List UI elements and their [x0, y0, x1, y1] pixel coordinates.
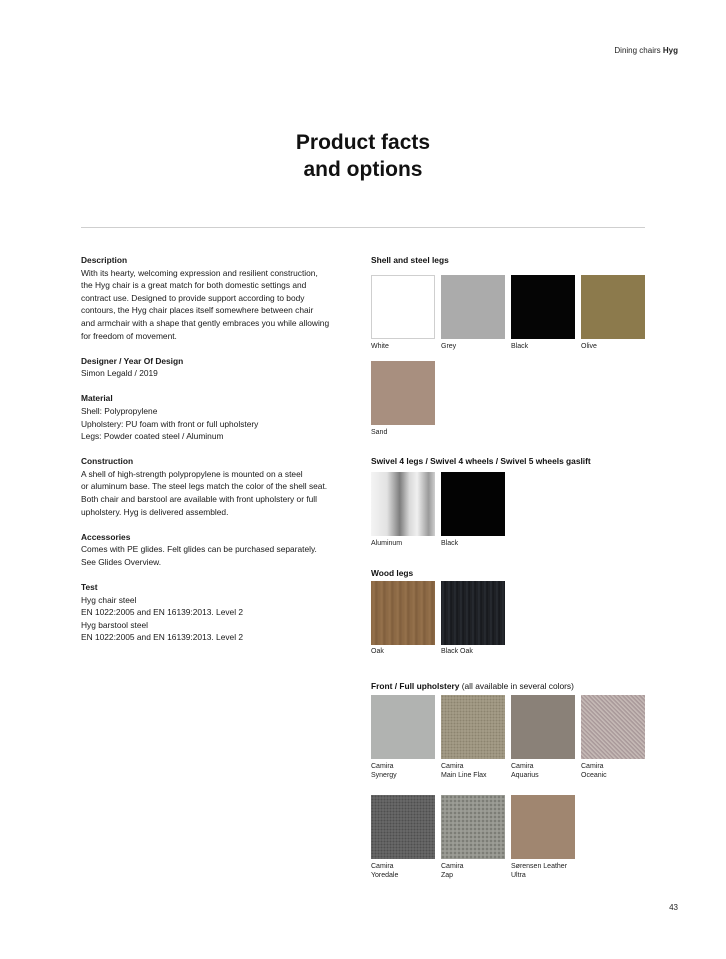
product-facts-column — [81, 254, 356, 656]
page-title — [0, 129, 726, 183]
swatch-oak[interactable] — [371, 581, 435, 645]
header-product: Hyg — [662, 46, 678, 55]
section-construction — [81, 455, 356, 518]
swatch-label: Oak — [371, 648, 384, 655]
swivel-heading: Swivel 4 legs / Swivel 4 wheels / Swivel 5 wheels gaslift — [371, 456, 591, 466]
upholstery-heading — [371, 681, 574, 691]
swatch-label: Black Oak — [441, 648, 473, 655]
swatch-black-oak[interactable] — [441, 581, 505, 645]
text-line: Both chair and barstool are available with front upholstery or full — [81, 494, 318, 504]
upholstery-note: (all available in several colors) — [461, 681, 574, 691]
swatch-label: Grey — [441, 343, 457, 350]
section-heading: Test — [81, 581, 98, 592]
header-section: Dining chairs — [614, 46, 661, 55]
swatch-grey[interactable] — [441, 275, 505, 339]
section-designer — [81, 355, 356, 380]
divider — [81, 227, 645, 228]
section-heading: Material — [81, 393, 113, 404]
section-heading: Accessories — [81, 531, 131, 542]
swatch-aquarius[interactable] — [511, 695, 575, 759]
swatch-label: Black — [441, 540, 459, 547]
swatch-label: Black — [511, 343, 529, 350]
swatch-sand[interactable] — [371, 361, 435, 425]
text-line: Simon Legald / 2019 — [81, 368, 158, 379]
swatch-zap[interactable] — [441, 795, 505, 859]
swatch-sorensen-leather-ultra[interactable] — [511, 795, 575, 859]
section-heading: Designer / Year Of Design — [81, 355, 184, 366]
swatch-label: White — [371, 343, 389, 350]
swatch-label: Camira Aquarius — [511, 763, 539, 779]
text-line: contract use. Designed to provide support according to body — [81, 292, 305, 303]
swatch-black-swivel[interactable] — [441, 472, 505, 536]
title-line-1: Product facts — [295, 131, 431, 154]
shell-heading: Shell and steel legs — [371, 255, 449, 265]
text-line: contours, the Hyg chair places itself somewhere between chair — [81, 305, 314, 316]
wood-heading: Wood legs — [371, 568, 414, 578]
swatch-main-line-flax[interactable] — [441, 695, 505, 759]
swatch-aluminum[interactable] — [371, 472, 435, 536]
text-line: Legs: Powder coated steel / Aluminum — [81, 431, 224, 442]
swatch-label: Sand — [371, 429, 388, 436]
text-line: EN 1022:2005 and EN 16139:2013. Level 2 — [81, 632, 244, 643]
swatch-black[interactable] — [511, 275, 575, 339]
section-heading: Description — [81, 255, 128, 265]
swatch-label: Camira Yoredale — [371, 863, 399, 879]
section-heading: Construction — [81, 456, 134, 467]
text-line: A shell of high-strength polypropylene is mounted on a steel — [81, 468, 303, 479]
title-line-2: and options — [303, 158, 423, 181]
section-description — [81, 254, 356, 342]
swatch-olive[interactable] — [581, 275, 645, 339]
swatch-label: Camira Synergy — [371, 763, 397, 779]
swatch-label: Aluminum — [371, 540, 403, 547]
swatch-yoredale[interactable] — [371, 795, 435, 859]
swatch-synergy[interactable] — [371, 695, 435, 759]
page-number: 43 — [669, 903, 678, 912]
swatch-label: Camira Oceanic — [581, 763, 607, 779]
swatch-label: Sørensen Leather Ultra — [511, 863, 568, 879]
text-line: the Hyg chair is a great match for both domestic settings and — [81, 280, 307, 291]
text-line: Upholstery: PU foam with front or full upholstery — [81, 418, 259, 429]
upholstery-title: Front / Full upholstery — [371, 681, 460, 691]
swatch-label: Camira Main Line Flax — [441, 763, 487, 779]
text-line: Hyg chair steel — [81, 594, 137, 605]
text-line: Hyg barstool steel — [81, 619, 149, 630]
text-line: or aluminum base. The steel legs match the color of the shell seat. — [81, 481, 328, 492]
section-test — [81, 581, 356, 644]
text-line: With its hearty, welcoming expression and resilient construction, — [81, 267, 318, 278]
running-header — [614, 46, 678, 55]
text-line: and armchair with a shape that gently embraces you while allowing — [81, 317, 330, 328]
swatch-oceanic[interactable] — [581, 695, 645, 759]
text-line: for freedom of movement. — [81, 330, 177, 341]
section-material — [81, 392, 356, 442]
section-accessories — [81, 531, 356, 569]
swatch-label: Camira Zap — [441, 863, 464, 879]
text-line: Comes with PE glides. Felt glides can be purchased separately. — [81, 544, 317, 555]
swatch-label: Olive — [581, 343, 597, 350]
text-line: See Glides Overview. — [81, 556, 162, 567]
text-line: Shell: Polypropylene — [81, 405, 158, 416]
text-line: EN 1022:2005 and EN 16139:2013. Level 2 — [81, 607, 244, 618]
text-line: upholstery. Hyg is delivered assembled. — [81, 506, 229, 517]
swatch-white[interactable] — [371, 275, 435, 339]
